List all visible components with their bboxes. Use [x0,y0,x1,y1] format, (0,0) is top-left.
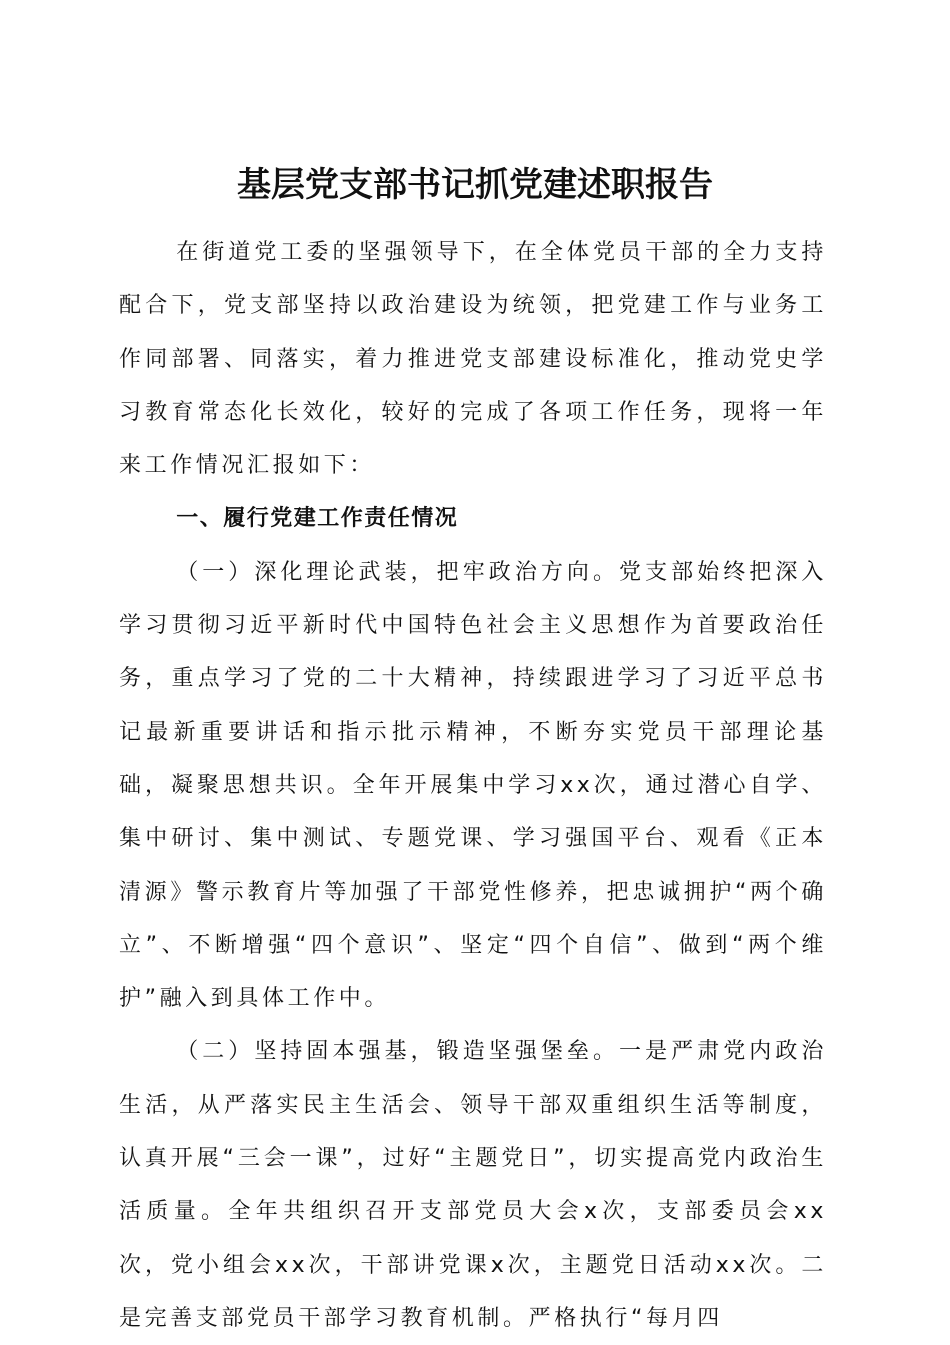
section-heading-1: 一、履行党建工作责任情况 [176,506,459,532]
document-body [119,226,827,1345]
subsection-paragraph-2: （二）坚持固本强基，锻造坚强堡垒。一是严肃党内政治生活，从严落实民主生活会、领导干部双重组织生活等制度，认真开展“三会一课”，过好“主题党日”，切实提高党内政治生活质量。全年共组织召开支部党员大会x次，支部委员会xx次，党小组会xx次，干部讲党课x次，主题党日活动xx次。二是完善支部党员干部学习教育机制。严格执行“每月四 [119,1039,827,1331]
subsection-paragraph-1: （一）深化理论武装，把牢政治方向。党支部始终把深入学习贯彻习近平新时代中国特色社会主义思想作为首要政治任务，重点学习了党的二十大精神，持续跟进学习了习近平总书记最新重要讲话和指示批示精神，不断夯实党员干部理论基础，凝聚思想共识。全年开展集中学习xx次，通过潜心自学、集中研讨、集中测试、专题党课、学习强国平台、观看《正本清源》警示教育片等加强了干部党性修养，把忠诚拥护“两个确立”、不断增强“四个意识”、坚定“四个自信”、做到“两个维护”融入到具体工作中。 [119,559,827,1012]
document-title: 基层党支部书记抓党建述职报告 [237,164,713,205]
intro-paragraph: 在街道党工委的坚强领导下，在全体党员干部的全力支持配合下，党支部坚持以政治建设为统领，把党建工作与业务工作同部署、同落实，着力推进党支部建设标准化，推动党史学习教育常态化长效化，较好的完成了各项工作任务，现将一年来工作情况汇报如下： [119,240,827,479]
